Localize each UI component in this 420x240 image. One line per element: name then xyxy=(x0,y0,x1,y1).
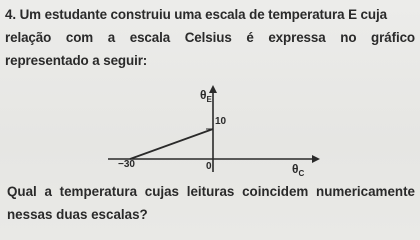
question-line-4: Qual a temperatura cujas leituras coincidem numericamente xyxy=(7,184,415,199)
y-axis-arrow xyxy=(209,85,217,93)
question-line-1: 4. Um estudante construiu uma escala de temperatura E cuja xyxy=(5,7,387,22)
data-line xyxy=(130,129,213,159)
question-line-3: representado a seguir: xyxy=(5,53,148,68)
y-tick-label: 10 xyxy=(215,116,227,127)
x-axis-arrow xyxy=(312,155,320,163)
origin-label: 0 xyxy=(206,161,212,172)
question-text-bottom xyxy=(7,180,415,226)
question-line-2: relação com a escala Celsius é expressa no gráfico xyxy=(5,30,415,45)
x-axis-label: $\theta_C$ xyxy=(292,162,305,178)
x-intercept-label: −30 xyxy=(118,159,135,170)
y-axis-label: $\theta_E$ xyxy=(200,88,212,104)
question-line-5: nessas duas escalas? xyxy=(7,207,148,222)
